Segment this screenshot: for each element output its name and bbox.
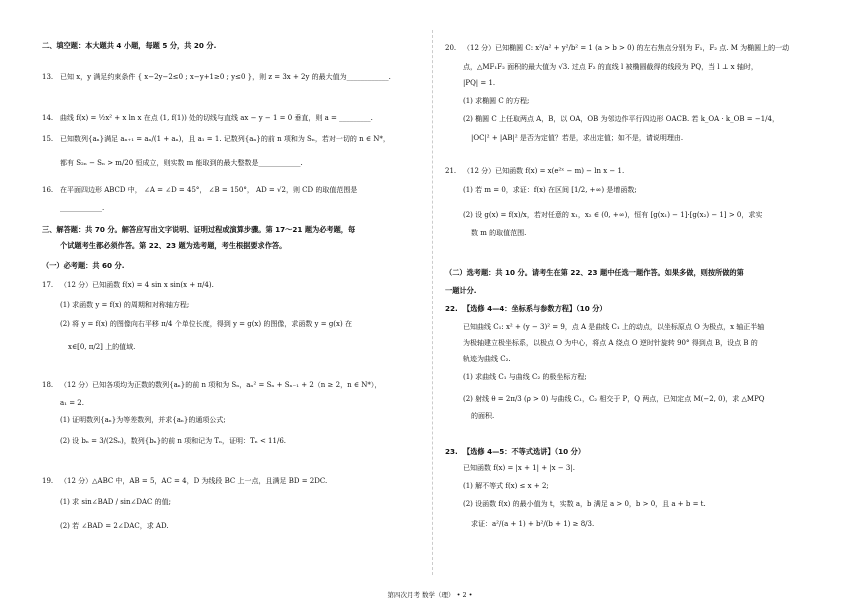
question-20-part-2: (2) 椭圆 C 上任取两点 A，B，以 OA，OB 为邻边作平行四边形 OACB. 若 k_OA · k_OB = −1/4， xyxy=(463,115,779,123)
question-text: 【选修 4—4：坐标系与参数方程】（10 分） xyxy=(463,304,607,313)
question-23-part-2: (2) 设函数 f(x) 的最小值为 t，实数 a，b 满足 a > 0，b > 0，且 a + b = t. xyxy=(463,500,706,508)
question-16-cont: ____________. xyxy=(60,204,105,212)
question-text: 曲线 f(x) = ½x² + x ln x 在点 (1, f(1)) 处的切线与直线 ax − y − 1 = 0 垂直，则 a = _________. xyxy=(60,114,373,122)
question-20 xyxy=(445,43,837,53)
question-20-part-2-cont: |OC|² + |AB|² 是否为定值？若是，求出定值；如不是，请说明理由. xyxy=(471,134,684,142)
question-number: 13. xyxy=(42,73,54,81)
question-text: （12 分）已知各项均为正数的数列{aₙ}的前 n 项和为 Sₙ，aₙ² = Sₙ + Sₙ₋₁ + 2（n ≥ 2，n ∈ N*）， xyxy=(60,381,382,389)
question-22-part-2: (2) 射线 θ = 2π/3 (ρ > 0) 与曲线 C₁，C₂ 相交于 P，Q 两点，已知定点 M(−2, 0)，求 △MPQ xyxy=(463,395,765,403)
question-18-part-2: (2) 设 bₙ = 3/(2Sₙ)，数列{bₙ}的前 n 项和记为 Tₙ，证明：Tₙ < 11/6. xyxy=(60,437,286,445)
question-22-stem-3: 轨迹为曲线 C₂. xyxy=(463,355,511,363)
question-19-part-2: (2) 若 ∠BAD = 2∠DAC，求 AD. xyxy=(60,522,169,530)
question-21-part-2: (2) 设 g(x) = f(x)/x，若对任意的 x₁，x₂ ∈ (0, +∞)，恒有 [g(x₁) − 1]·[g(x₂) − 1] > 0，求实 xyxy=(463,211,763,219)
question-number: 14. xyxy=(42,114,54,122)
question-number: 19. xyxy=(42,477,54,485)
question-text: （12 分）△ABC 中，AB = 5，AC = 4，D 为线段 BC 上一点，且满足 BD = 2DC. xyxy=(60,477,328,485)
question-text: （12 分）已知椭圆 C: x²/a² + y²/b² = 1 (a > b > 0) 的左右焦点分别为 F₁，F₂ 点. M 为椭圆上的一动 xyxy=(463,44,790,52)
question-text: 已知 x，y 满足约束条件 { x−2y−2≤0 ; x−y+1≥0 ; y≤0 }，则 z = 3x + 2y 的最大值为____________. xyxy=(60,73,391,81)
question-16 xyxy=(42,185,434,195)
question-15-cont: 都有 S₂ₙ − Sₙ > m/20 恒成立，则实数 m 能取到的最大整数是____________. xyxy=(60,159,303,167)
question-18-initial: a₁ = 2. xyxy=(60,399,84,407)
question-23-stem: 已知函数 f(x) = |x + 1| + |x − 3|. xyxy=(463,464,575,472)
right-column xyxy=(445,0,837,590)
question-18-part-1: (1) 证明数列{aₙ}为等差数列，并求{aₙ}的通项公式; xyxy=(60,416,226,424)
question-23-proof: 求证：a²/(a + 1) + b²/(b + 1) ≥ 8/3. xyxy=(471,520,595,528)
question-text: 已知数列{aₙ}满足 aₙ₊₁ = aₙ/(1 + aₙ)，且 a₁ = 1. 记数列{aₙ}的前 n 项和为 Sₙ，若对一切的 n ∈ N*， xyxy=(60,135,390,143)
question-14 xyxy=(42,113,434,123)
question-17-part-2: (2) 将 y = f(x) 的图像向右平移 π/4 个单位长度，得到 y = g(x) 的图像，求函数 y = g(x) 在 xyxy=(60,320,352,328)
question-number: 20. xyxy=(445,44,457,52)
question-17 xyxy=(42,280,434,290)
question-22-stem-2: 为极轴建立极坐标系，以极点 O 为中心，将点 A 绕点 O 逆时针旋转 90° 得到点 B，设点 B 的 xyxy=(463,339,758,347)
question-number: 16. xyxy=(42,186,54,194)
question-20-part-1: (1) 求椭圆 C 的方程; xyxy=(463,97,530,105)
question-number: 22. xyxy=(445,304,458,313)
subsection-elective-cont: 一题计分. xyxy=(445,286,477,295)
section-answer-heading: 三、解答题：共 70 分。解答应写出文字说明、证明过程或演算步骤。第 17〜21 题为必考题，每 xyxy=(42,225,356,234)
question-15 xyxy=(42,134,434,144)
subsection-elective: （二）选考题：共 10 分。请考生在第 22、23 题中任选一题作答。如果多做，则按所做的第 xyxy=(445,268,744,277)
question-text: 【选修 4—5：不等式选讲】（10 分） xyxy=(463,447,586,456)
question-19-part-1: (1) 求 sin∠BAD / sin∠DAC 的值; xyxy=(60,498,172,506)
page-footer: 第四次月考 数学（理） • 2 • xyxy=(387,591,473,599)
question-number: 21. xyxy=(445,167,457,175)
question-text: （12 分）已知函数 f(x) = 4 sin x sin(x + π/4). xyxy=(60,281,214,289)
question-22 xyxy=(445,304,837,314)
question-text: 在平面四边形 ABCD 中， ∠A = ∠D = 45°， ∠B = 150°， AD = √2，则 CD 的取值范围是 xyxy=(60,186,358,194)
question-22-part-1: (1) 求曲线 C₁ 与曲线 C₂ 的极坐标方程; xyxy=(463,373,587,381)
question-number: 17. xyxy=(42,281,54,289)
subsection-required: （一）必考题：共 60 分. xyxy=(42,261,125,270)
question-number: 23. xyxy=(445,447,458,456)
question-21-part-1: (1) 若 m = 0，求证：f(x) 在区间 [1/2, +∞) 是增函数; xyxy=(463,186,637,194)
question-number: 15. xyxy=(42,135,54,143)
question-17-part-1: (1) 求函数 y = f(x) 的周期和对称轴方程; xyxy=(60,301,190,309)
question-23 xyxy=(445,447,837,457)
question-18 xyxy=(42,380,434,390)
section-fill-blank-heading: 二、填空题：本大题共 4 小题，每题 5 分，共 20 分. xyxy=(42,41,217,50)
question-13 xyxy=(42,72,434,82)
question-text: （12 分）已知函数 f(x) = x(e²ˣ − m) − ln x − 1. xyxy=(463,167,625,175)
section-answer-heading-cont: 个试题考生都必须作答。第 22、23 题为选考题，考生根据要求作答。 xyxy=(60,241,287,250)
question-20-cont-1: 点，△MF₁F₂ 面积的最大值为 √3. 过点 F₂ 的直线 l 被椭圆截得的线段为 PQ，当 l ⊥ x 轴时， xyxy=(463,63,758,71)
question-19 xyxy=(42,476,434,486)
question-21-part-2-cont: 数 m 的取值范围. xyxy=(471,229,527,237)
question-23-part-1: (1) 解不等式 f(x) ≤ x + 2; xyxy=(463,482,549,490)
question-20-cont-2: |PQ| = 1. xyxy=(463,79,496,87)
question-22-stem-1: 已知曲线 C₁: x² + (y − 3)² = 9，点 A 是曲线 C₁ 上的动点，以坐标原点 O 为极点，x 轴正半轴 xyxy=(463,323,765,331)
left-column xyxy=(42,0,434,590)
question-number: 18. xyxy=(42,381,54,389)
question-17-part-2-cont: x∈[0, π/2] 上的值域. xyxy=(68,343,136,351)
question-22-part-2-cont: 的面积. xyxy=(471,412,495,420)
question-21 xyxy=(445,166,837,176)
